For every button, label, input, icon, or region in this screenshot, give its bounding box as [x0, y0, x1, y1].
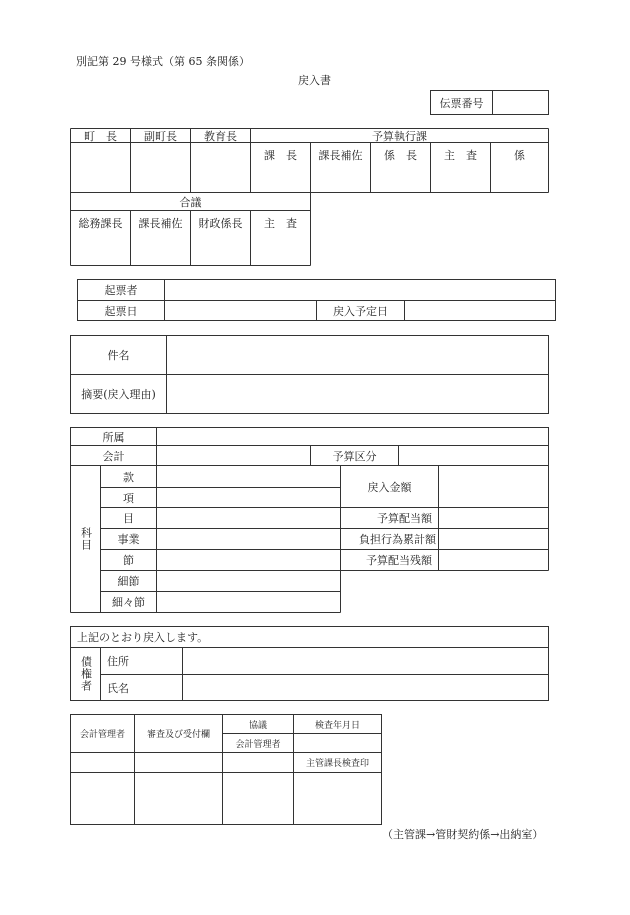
statement-text: 上記のとおり戻入します。 [77, 631, 209, 644]
budget-section-header: 予算執行課 [372, 129, 427, 143]
approver-mayor: 町 長 [84, 129, 117, 143]
summary-field[interactable] [167, 375, 548, 413]
accounting-label: 会計 [102, 449, 125, 463]
return-amount-label: 戻入金額 [367, 480, 412, 494]
summary-label: 摘要(戻入理由) [81, 388, 156, 401]
routing-note: （主管課→管財契約係→出納室） [382, 828, 544, 841]
item-project: 事業 [117, 533, 140, 546]
budget-role-manager: 課 長 [264, 149, 297, 162]
approver-deputy-mayor: 副町長 [144, 129, 177, 143]
item-saisaisetsu: 細々節 [112, 596, 145, 609]
item-header: 科目 [79, 527, 93, 551]
subject-label: 件名 [107, 349, 130, 362]
consult-role-assistant-manager: 課長補佐 [138, 217, 183, 230]
consultation-header: 合議 [179, 195, 202, 209]
accounting-manager-header: 会計管理者 [79, 730, 125, 740]
item-kou: 項 [123, 491, 134, 505]
burden-total-label: 負担行為累計額 [359, 533, 436, 546]
name-label: 氏名 [107, 681, 129, 695]
slip-number-label: 伝票番号 [439, 96, 484, 110]
budget-remaining-label: 予算配当残額 [366, 554, 432, 567]
subject-field[interactable] [167, 336, 548, 374]
address-label: 住所 [107, 655, 129, 668]
return-date-label: 戻入予定日 [333, 304, 388, 318]
item-saisetsu: 細節 [117, 575, 140, 588]
consultation-label: 協議 [248, 720, 267, 731]
name-field[interactable] [183, 675, 548, 700]
review-receipt-header: 審査及び受付欄 [146, 730, 210, 740]
consult-role-general-affairs: 総務課長 [78, 217, 123, 230]
approver-superintendent: 教育長 [204, 129, 237, 143]
page-title: 戻入書 [298, 74, 331, 87]
budget-allocated-label: 予算配当額 [377, 512, 432, 525]
affiliation-label: 所属 [102, 430, 125, 444]
item-setsu: 節 [123, 554, 134, 567]
budget-class-label: 予算区分 [332, 449, 377, 463]
drafter-label: 起票者 [104, 284, 138, 297]
address-field[interactable] [183, 648, 548, 674]
budget-role-staff: 係 [514, 149, 525, 162]
chief-seal-label: 主管課長検査印 [305, 759, 369, 769]
consult-role-inspector: 主 査 [264, 217, 297, 230]
draft-date-field[interactable] [165, 301, 316, 320]
drafter-field[interactable] [165, 280, 555, 300]
creditor-label: 債権者 [79, 656, 93, 692]
budget-role-chief: 係 長 [384, 149, 417, 162]
consult-role-finance-chief: 財政係長 [198, 217, 243, 230]
draft-date-label: 起票日 [104, 304, 138, 318]
budget-role-assistant-manager: 課長補佐 [318, 149, 363, 162]
check-date-label: 検査年月日 [314, 720, 360, 731]
return-date-field[interactable] [405, 301, 555, 320]
budget-role-inspector: 主 査 [444, 149, 477, 162]
item-kan: 款 [123, 470, 134, 484]
form-reference: 別記第 29 号様式（第 65 条関係） [76, 55, 250, 68]
item-moku: 目 [123, 512, 134, 525]
slip-number-field[interactable] [493, 91, 548, 114]
consult-manager-label: 会計管理者 [235, 739, 281, 750]
